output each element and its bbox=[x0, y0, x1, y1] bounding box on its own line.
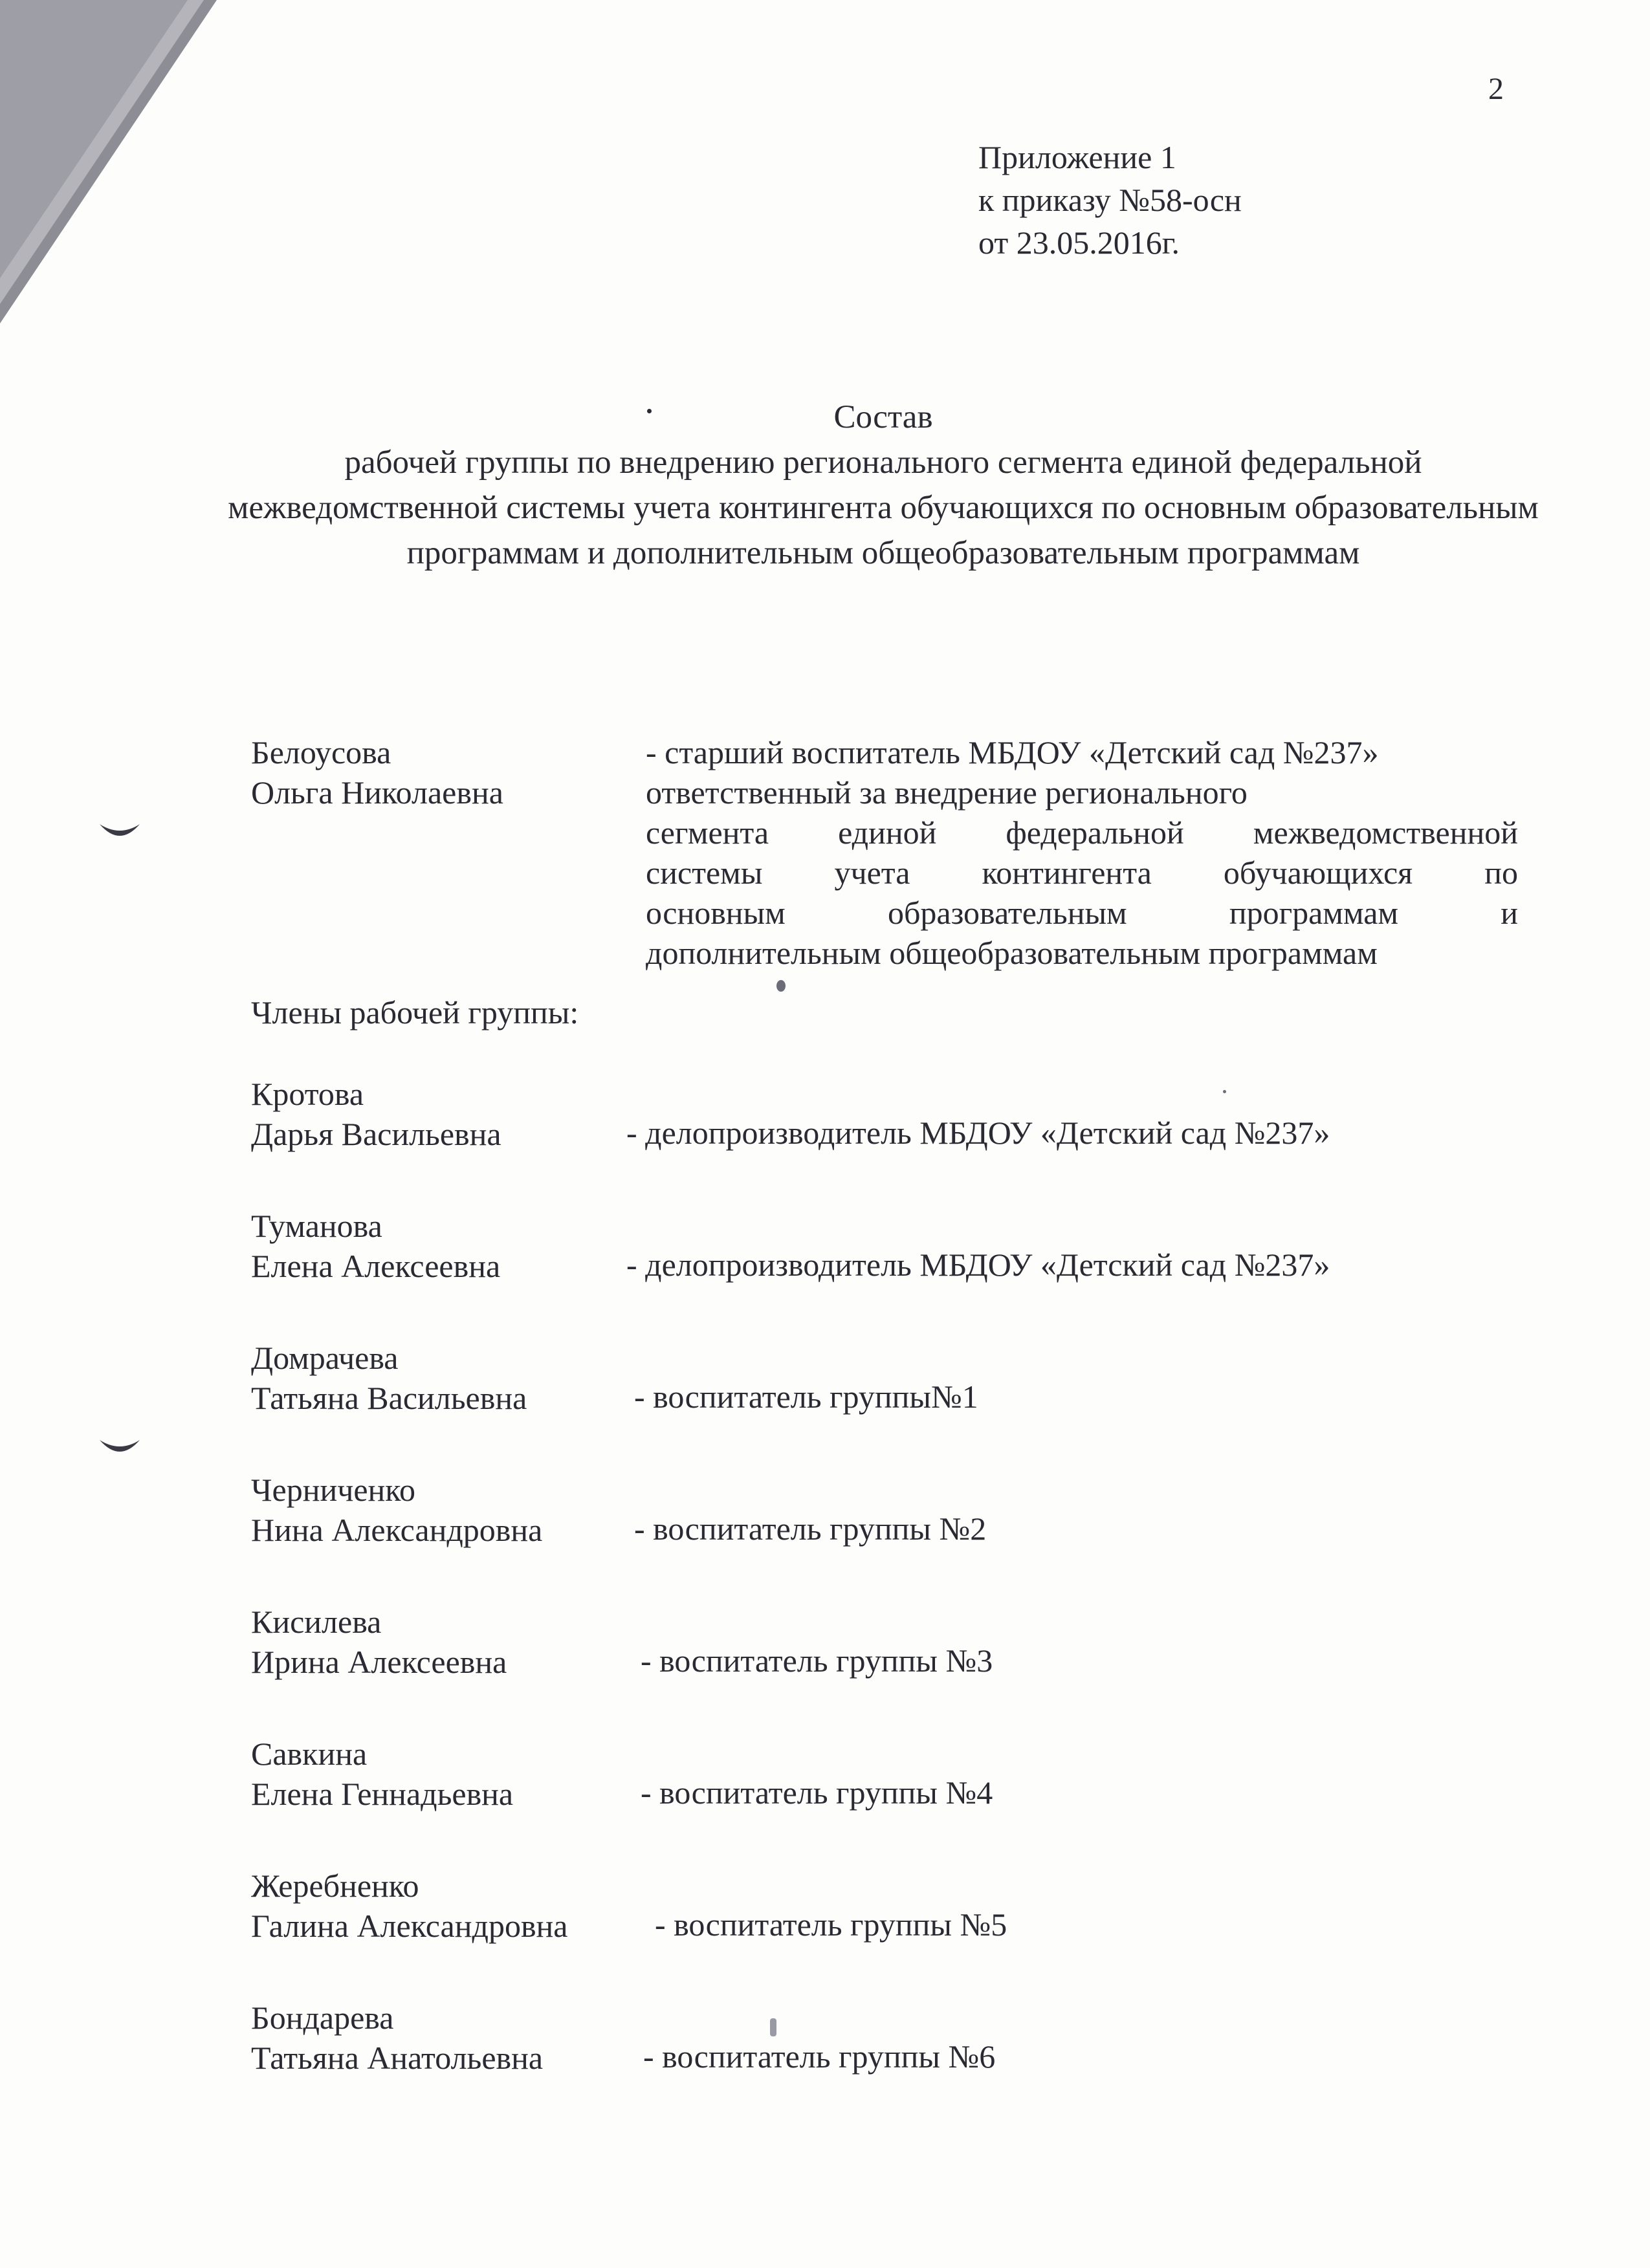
punch-hole-mark bbox=[97, 1436, 142, 1458]
member-name bbox=[251, 1866, 568, 1946]
member-role: - воспитатель группы №5 bbox=[655, 1906, 1007, 1943]
member-surname: Жеребненко bbox=[251, 1868, 419, 1904]
member-surname: Туманова bbox=[251, 1208, 382, 1244]
leader-role-word: сегмента bbox=[646, 814, 769, 851]
document-title: Состав bbox=[833, 399, 933, 435]
document-subtitle: рабочей группы по внедрению регионального сегмента единой федеральной межведомственной системы учета контингента обучающихся по основным образовательным программам и дополнительным общеобразовательным программам bbox=[228, 444, 1539, 571]
member-surname: Бондарева bbox=[251, 2000, 394, 2036]
leader-role-line: ответственный за внедрение регионального bbox=[646, 774, 1248, 811]
leader-role-word: контингента bbox=[982, 855, 1152, 891]
member-given-names: Ирина Алексеевна bbox=[251, 1644, 507, 1680]
leader-role-line: дополнительным общеобразовательным программам bbox=[646, 935, 1378, 971]
leader-role-word: и bbox=[1501, 895, 1518, 931]
leader-role-word: по bbox=[1484, 855, 1518, 891]
member-name bbox=[251, 1470, 542, 1550]
member-role: - воспитатель группы №4 bbox=[641, 1774, 993, 1811]
leader-role-line bbox=[646, 812, 1518, 853]
leader-role bbox=[646, 732, 1518, 973]
member-name bbox=[251, 1074, 501, 1154]
member-role: - воспитатель группы №3 bbox=[641, 1642, 993, 1679]
leader-role-word: межведомственной bbox=[1253, 814, 1518, 851]
leader-role-word: образовательным bbox=[887, 895, 1127, 931]
leader-surname: Белоусова bbox=[251, 734, 391, 770]
member-role: - воспитатель группы№1 bbox=[634, 1379, 978, 1415]
leader-role-word: федеральной bbox=[1006, 814, 1184, 851]
member-surname: Кисилева bbox=[251, 1604, 382, 1640]
leader-given-names: Ольга Николаевна bbox=[251, 774, 503, 811]
member-surname: Домрачева bbox=[251, 1340, 399, 1376]
leader-role-word: учета bbox=[834, 855, 910, 891]
leader-name bbox=[251, 732, 503, 812]
member-name bbox=[251, 1206, 500, 1286]
annex-order-line: к приказу №58-осн bbox=[978, 182, 1242, 218]
member-name bbox=[251, 1602, 507, 1682]
scan-speck bbox=[1223, 1090, 1226, 1093]
member-surname: Черниченко bbox=[251, 1472, 416, 1508]
leader-role-line bbox=[646, 893, 1518, 933]
member-name bbox=[251, 1338, 527, 1418]
leader-role-word: программам bbox=[1229, 895, 1399, 931]
members-label: Члены рабочей группы: bbox=[251, 994, 579, 1030]
leader-role-word: системы bbox=[646, 855, 763, 891]
leader-role-line bbox=[646, 853, 1518, 893]
member-surname: Кротова bbox=[251, 1076, 364, 1112]
page-number: 2 bbox=[1488, 72, 1504, 106]
punch-hole-mark bbox=[97, 820, 142, 842]
document-heading bbox=[207, 395, 1559, 576]
annex-date-line: от 23.05.2016г. bbox=[978, 224, 1180, 261]
member-role: - делопроизводитель МБДОУ «Детский сад №237» bbox=[626, 1247, 1330, 1283]
member-surname: Савкина bbox=[251, 1736, 368, 1772]
annex-reference bbox=[978, 136, 1242, 264]
member-role: - воспитатель группы №2 bbox=[634, 1510, 987, 1547]
member-name bbox=[251, 1998, 543, 2078]
scan-speck bbox=[776, 980, 786, 992]
member-given-names: Татьяна Анатольевна bbox=[251, 2040, 544, 2076]
leader-role-word: единой bbox=[838, 814, 937, 851]
member-role: - делопроизводитель МБДОУ «Детский сад №237» bbox=[626, 1115, 1330, 1151]
page-fold-shadow bbox=[0, 0, 233, 336]
member-name bbox=[251, 1734, 513, 1814]
member-role: - воспитатель группы №6 bbox=[643, 2038, 996, 2075]
member-given-names: Елена Геннадьевна bbox=[251, 1776, 514, 1812]
member-given-names: Дарья Васильевна bbox=[251, 1116, 501, 1152]
member-given-names: Нина Александровна bbox=[251, 1512, 543, 1548]
leader-role-line: - старший воспитатель МБДОУ «Детский сад №237» bbox=[646, 734, 1379, 770]
leader-role-word: обучающихся bbox=[1223, 855, 1413, 891]
member-given-names: Галина Александровна bbox=[251, 1908, 568, 1944]
annex-line: Приложение 1 bbox=[978, 139, 1176, 175]
scan-speck bbox=[770, 2018, 776, 2036]
member-given-names: Татьяна Васильевна bbox=[251, 1380, 527, 1416]
leader-role-word: основным bbox=[646, 895, 786, 931]
member-given-names: Елена Алексеевна bbox=[251, 1248, 501, 1284]
